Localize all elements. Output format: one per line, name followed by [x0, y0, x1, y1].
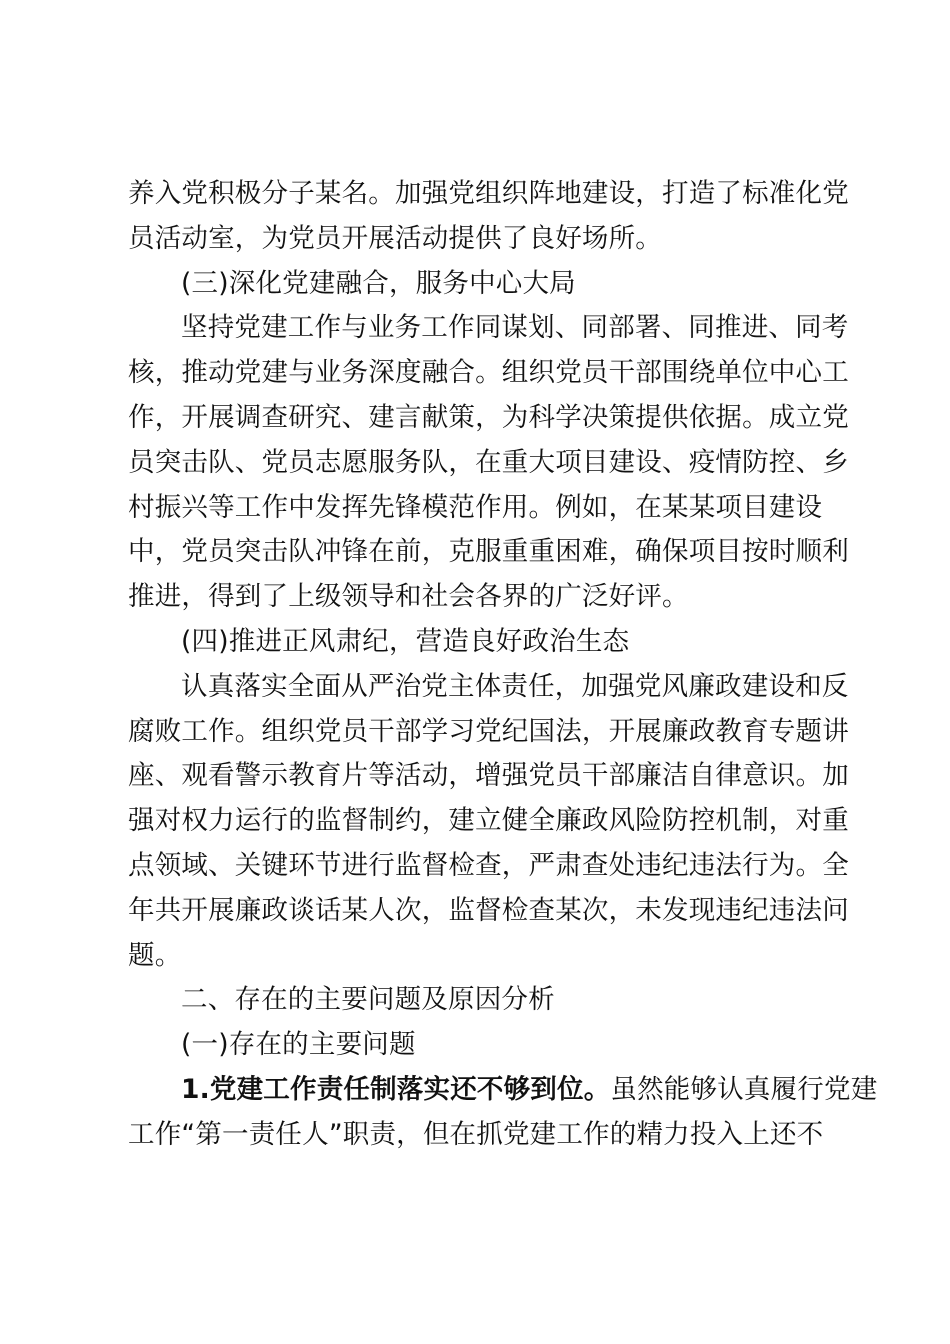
paragraph-line: 年共开展廉政谈话某人次，监督检查某次，未发现违纪违法问: [128, 894, 849, 926]
section-heading-3: (三)深化党建融合，服务中心大局: [181, 267, 576, 299]
paragraph-line: 工作“第一责任人”职责，但在抓党建工作的精力投入上还不: [128, 1118, 824, 1150]
paragraph-line: 养入党积极分子某名。加强党组织阵地建设，打造了标准化党: [128, 178, 849, 209]
paragraph-line: 强对权力运行的监督制约，建立健全廉政风险防控机制，对重: [128, 805, 849, 837]
item-1-title: 1.党建工作责任制落实还不够到位。: [181, 1073, 611, 1105]
paragraph-line: 点领域、关键环节进行监督检查，严肃查处违纪违法行为。全: [128, 849, 849, 881]
item-1-text: 虽然能够认真履行党建: [610, 1073, 878, 1105]
paragraph-line: 员突击队、党员志愿服务队，在重大项目建设、疫情防控、乡: [128, 446, 849, 478]
section-heading-1: (一)存在的主要问题: [181, 1029, 416, 1061]
section-heading-4: (四)推进正风肃纪，营造良好政治生态: [181, 625, 630, 657]
paragraph-line: 员活动室，为党员开展活动提供了良好场所。: [128, 222, 662, 254]
paragraph-line: 作，开展调查研究、建言献策，为科学决策提供依据。成立党: [128, 401, 849, 433]
paragraph-line: 认真落实全面从严治党主体责任，加强党风廉政建设和反: [181, 670, 849, 702]
paragraph-line: 中，党员突击队冲锋在前，克服重重困难，确保项目按时顺利: [128, 536, 849, 568]
paragraph-line: 推进，得到了上级领导和社会各界的广泛好评。: [128, 581, 689, 613]
paragraph-line: 腐败工作。组织党员干部学习党纪国法，开展廉政教育专题讲: [128, 715, 849, 747]
paragraph-line: 村振兴等工作中发挥先锋模范作用。例如，在某某项目建设: [128, 491, 823, 523]
chapter-heading-2: 二、存在的主要问题及原因分析: [181, 984, 555, 1016]
item-1-line: [128, 1068, 878, 1113]
paragraph-line: 核，推动党建与业务深度融合。组织党员干部围绕单位中心工: [128, 357, 849, 389]
document-body: [128, 172, 878, 1158]
paragraph-line: 题。: [128, 939, 182, 971]
paragraph-line: 座、观看警示教育片等活动，增强党员干部廉洁自律意识。加: [128, 760, 849, 792]
paragraph-line: 坚持党建工作与业务工作同谋划、同部署、同推进、同考: [181, 312, 849, 344]
